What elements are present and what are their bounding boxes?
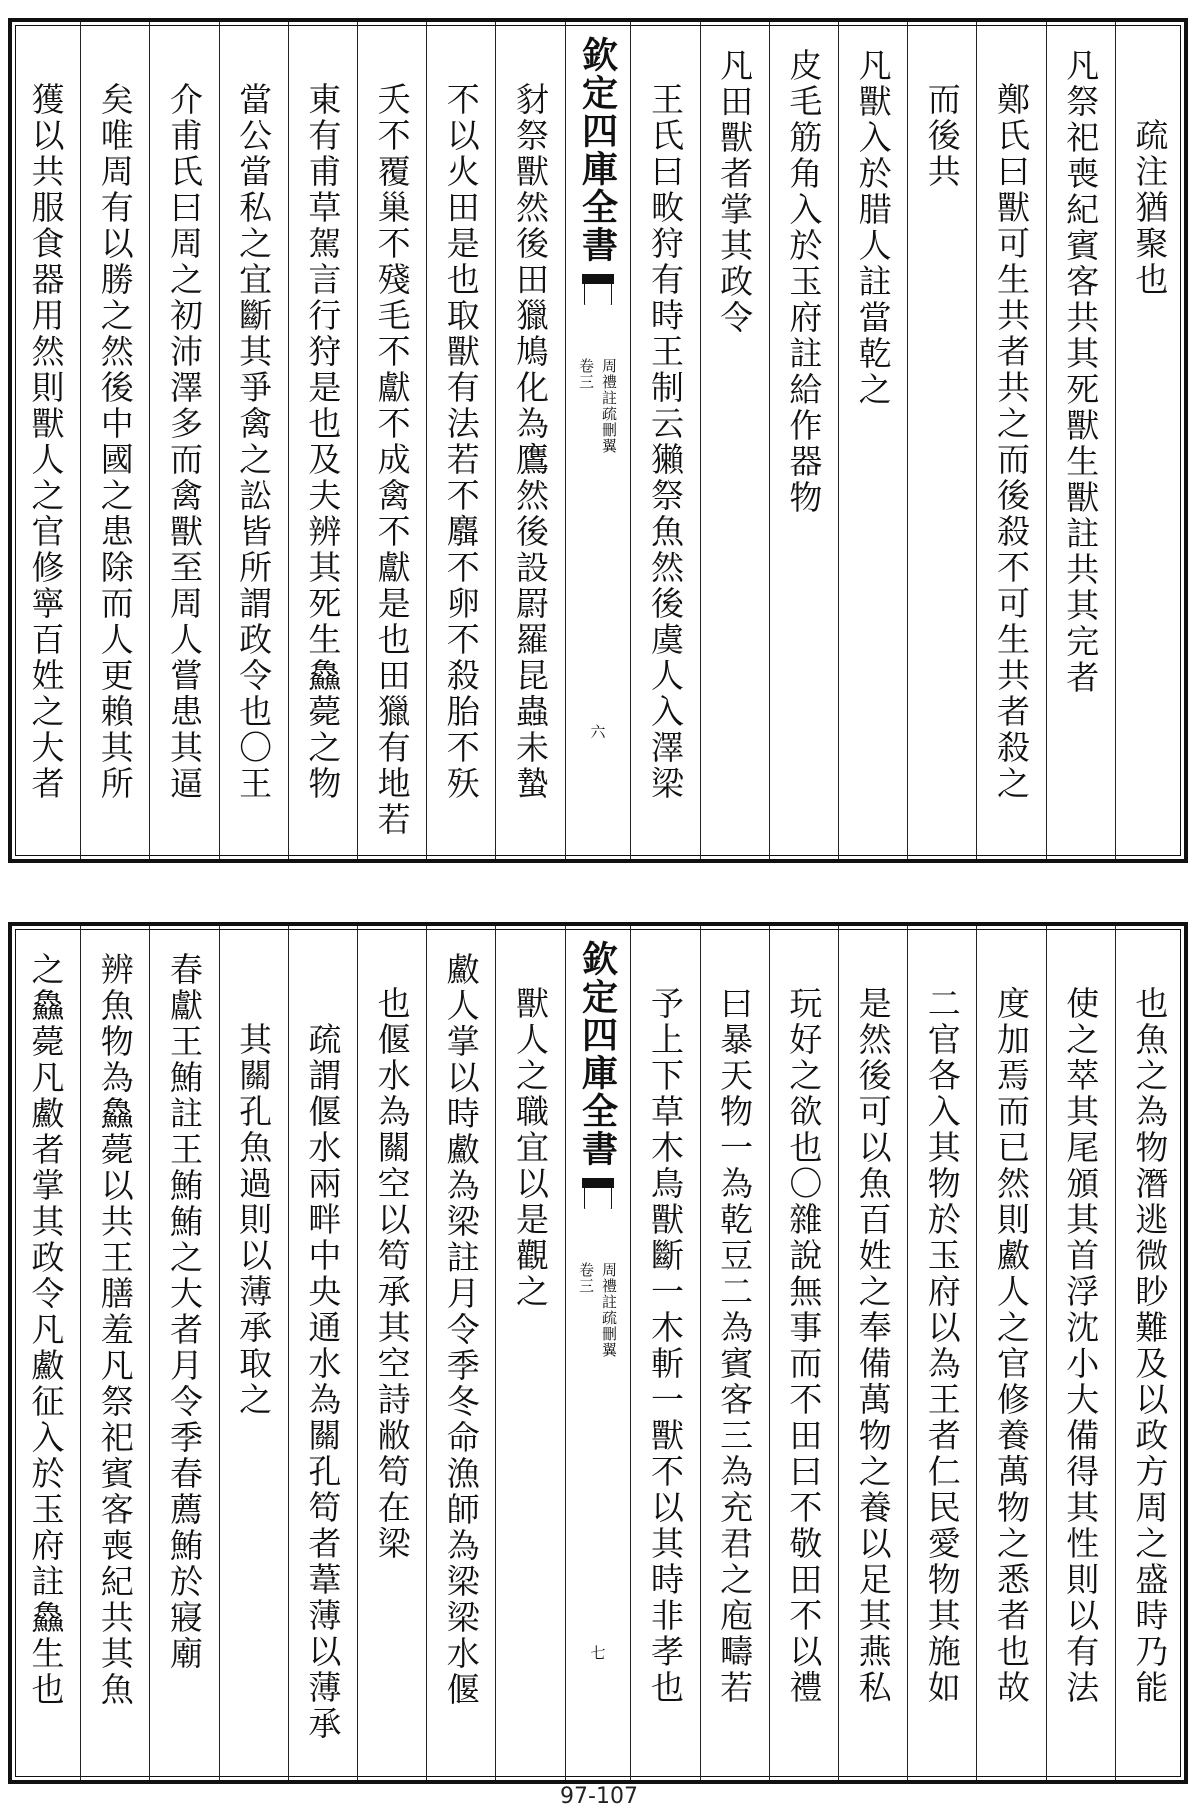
text-column <box>700 926 769 1780</box>
column-text: 矣唯周有以勝之然後中國之患除而人更賴其所 <box>95 82 135 802</box>
column-text: 獲以共服食器用然則獸人之官修寧百姓之大者 <box>26 82 66 802</box>
text-column <box>219 22 288 859</box>
column-text: 䱷人掌以時䱷為梁註月令季冬命漁師為梁梁水偃 <box>441 952 481 1708</box>
column-text: 也偃水為關空以笱承其空詩敝笱在梁 <box>372 986 412 1562</box>
library-title: 欽定四庫全書 <box>576 940 619 1168</box>
text-column <box>769 22 838 859</box>
page-bottom <box>8 922 1188 1784</box>
column-text: 介甫氏曰周之初沛澤多而禽獸至周人嘗患其逼 <box>164 82 204 802</box>
column-text: 王氏曰畋狩有時王制云獺祭魚然後虞人入澤梁 <box>645 82 685 802</box>
column-text: 二官各入其物於玉府以為王者仁民愛物其施如 <box>922 986 962 1706</box>
text-column <box>1046 926 1115 1780</box>
text-column <box>288 22 357 859</box>
text-column <box>838 22 907 859</box>
text-column <box>357 22 426 859</box>
library-title: 欽定四庫全書 <box>576 36 619 264</box>
column-text: 不以火田是也取獸有法若不麛不卵不殺胎不殀 <box>441 82 481 802</box>
column-text: 凡祭祀喪紀賓客共其死獸生獸註共其完者 <box>1061 48 1101 696</box>
column-text: 是然後可以魚百姓之奉備萬物之養以足其燕私 <box>853 986 893 1706</box>
column-text: 凡田獸者掌其政令 <box>715 48 755 336</box>
text-column <box>769 926 838 1780</box>
text-column <box>630 926 699 1780</box>
folio-number: 七 <box>588 1645 607 1660</box>
column-text: 凡獸入於腊人註當乾之 <box>853 48 893 408</box>
page-number: 97-107 <box>560 1784 638 1809</box>
text-column <box>907 22 976 859</box>
column-text: 豺祭獸然後田獵鳩化為鷹然後設罻羅昆蟲未蟄 <box>510 82 550 802</box>
fish-tail-mark-icon <box>580 272 616 306</box>
column-text: 獸人之職宜以是觀之 <box>510 986 550 1310</box>
volume-label: 卷三 <box>576 358 595 390</box>
column-text: 其關孔魚過則以薄承取之 <box>234 1022 274 1418</box>
text-column <box>426 926 495 1780</box>
book-title: 周禮註疏刪翼 <box>599 1262 618 1358</box>
text-column <box>12 926 80 1780</box>
text-column <box>976 926 1045 1780</box>
column-text: 春獻王鮪註王鮪鮪之大者月令季春薦鮪於寢廟 <box>164 952 204 1672</box>
text-column <box>219 926 288 1780</box>
fish-tail-mark-icon <box>580 1176 616 1210</box>
text-column <box>976 22 1045 859</box>
column-text: 疏注猶聚也 <box>1130 118 1170 298</box>
text-column <box>630 22 699 859</box>
column-text: 皮毛筋角入於玉府註給作器物 <box>784 48 824 516</box>
text-column <box>80 22 149 859</box>
column-text: 東有甫草駕言行狩是也及夫辨其死生鱻薨之物 <box>303 82 343 802</box>
column-text: 曰暴天物一為乾豆二為賓客三為充君之庖疇若 <box>715 986 755 1706</box>
book-meta <box>576 358 620 454</box>
text-column <box>1046 22 1115 859</box>
column-text: 鄭氏曰獸可生共者共之而後殺不可生共者殺之 <box>991 82 1031 802</box>
text-column <box>149 22 218 859</box>
column-text: 之鱻薨凡䱷者掌其政令凡䱷征入於玉府註鱻生也 <box>26 952 66 1708</box>
text-column <box>495 22 564 859</box>
page-top <box>8 18 1188 863</box>
volume-label: 卷三 <box>576 1262 595 1294</box>
column-text: 度加焉而已然則䱷人之官修養萬物之悉者也故 <box>991 986 1031 1706</box>
text-column <box>12 22 80 859</box>
text-column <box>149 926 218 1780</box>
column-text: 夭不覆巢不殘毛不獻不成禽不獻是也田獵有地若 <box>372 82 412 838</box>
book-title: 周禮註疏刪翼 <box>599 358 618 454</box>
text-column <box>495 926 564 1780</box>
book-meta <box>576 1262 620 1358</box>
folio-number: 六 <box>588 724 607 739</box>
column-text: 也魚之為物潛逃微眇難及以政方周之盛時乃能 <box>1130 986 1170 1706</box>
text-column <box>1115 22 1184 859</box>
column-text: 使之萃其尾頒其首浮沈小大備得其性則以有法 <box>1061 986 1101 1706</box>
text-column <box>357 926 426 1780</box>
center-gutter <box>565 22 631 859</box>
column-text: 疏謂偃水兩畔中央通水為關孔笱者葦薄以薄承 <box>303 1022 343 1742</box>
text-column <box>288 926 357 1780</box>
column-text: 辨魚物為鱻薨以共王膳羞凡祭祀賓客喪紀共其魚 <box>95 952 135 1708</box>
text-column <box>426 22 495 859</box>
text-column <box>907 926 976 1780</box>
column-text: 當公當私之宜斷其爭禽之訟皆所謂政令也〇王 <box>234 82 274 802</box>
column-text: 而後共 <box>922 82 962 190</box>
text-column <box>838 926 907 1780</box>
text-column <box>80 926 149 1780</box>
center-gutter <box>565 926 631 1780</box>
column-text: 予上下草木鳥獸斷一木斬一獸不以其時非孝也 <box>645 986 685 1706</box>
text-column <box>1115 926 1184 1780</box>
column-text: 玩好之欲也〇雜說無事而不田曰不敬田不以禮 <box>784 986 824 1706</box>
text-column <box>700 22 769 859</box>
